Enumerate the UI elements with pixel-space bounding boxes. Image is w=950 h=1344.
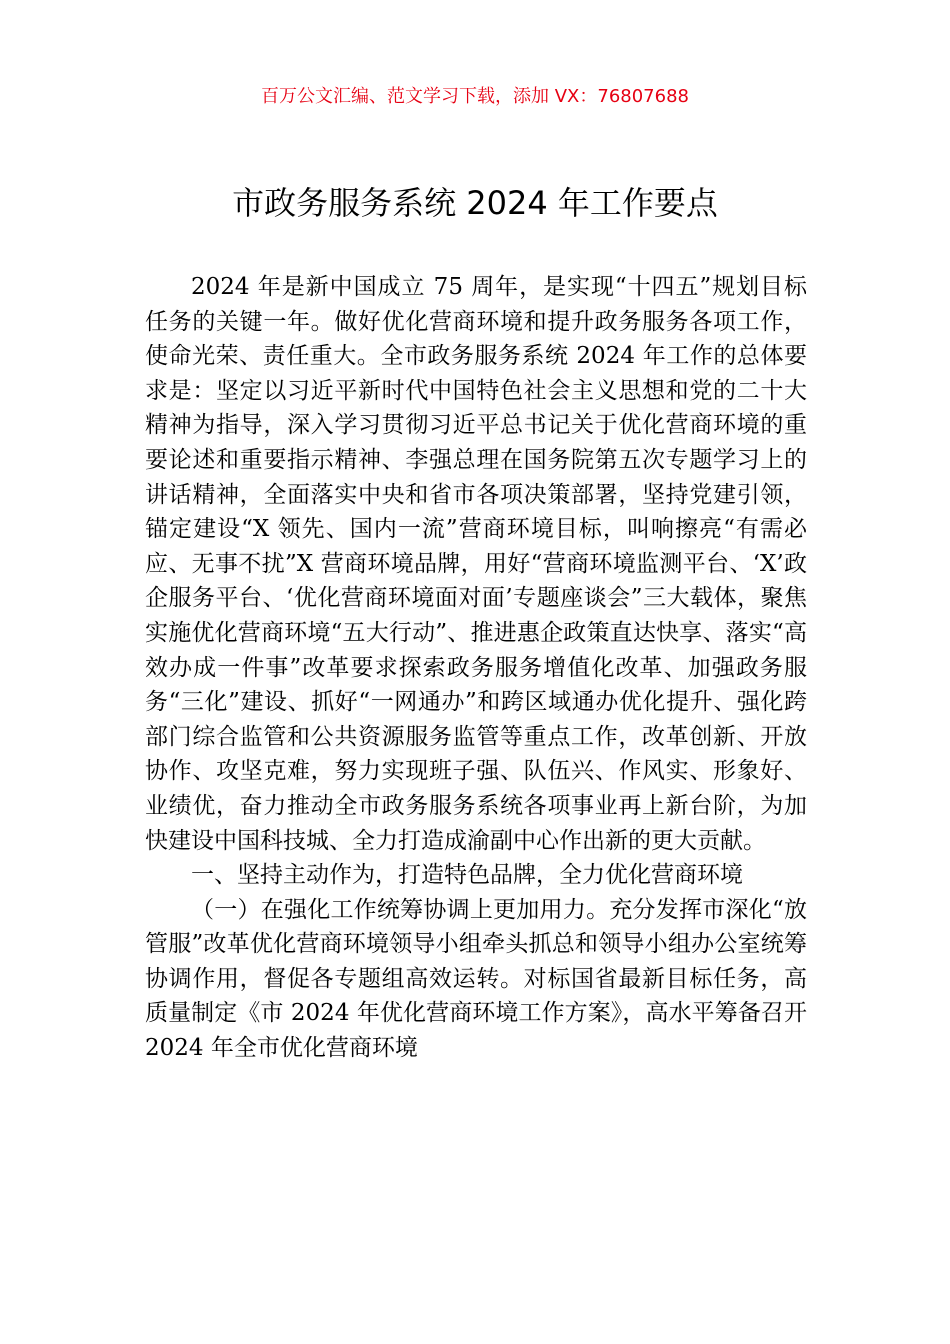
header-promo-note: 百万公文汇编、范文学习下载，添加 VX：76807688 — [261, 86, 689, 107]
section-1-1-paragraph: （一）在强化工作统筹协调上更加用力。充分发挥市深化“放管服”改革优化营商环境领导小组牵头抓总和领导小组办公室统筹协调作用，督促各专题组高效运转。对标国省最新目标任务，高质量制定《市 2024 年优化营商环境工作方案》，高水平筹备召开 2024 年全市优化营商环境 — [145, 896, 807, 1062]
document-body — [145, 270, 807, 1066]
document-title: 市政务服务系统 2024 年工作要点 — [232, 184, 718, 222]
intro-paragraph: 2024 年是新中国成立 75 周年，是实现“十四五”规划目标任务的关键一年。做好优化营商环境和提升政务服务各项工作，使命光荣、责任重大。全市政务服务系统 2024 年工作的总体要求是：坚定以习近平新时代中国特色社会主义思想和党的二十大精神为指导，深入学习贯彻习近平总书记关于优化营商环境的重要论述和重要指示精神、李强总理在国务院第五次专题学习上的讲话精神，全面落实中央和省市各项决策部署，坚持党建引领，锚定建设“X 领先、国内一流”营商环境目标，叫响擦亮“有需必应、无事不扰”X 营商环境品牌，用好“营商环境监测平台、‘X’政企服务平台、‘优化营商环境面对面’专题座谈会”三大载体，聚焦实施优化营商环境“五大行动”、推进惠企政策直达快享、落实“高效办成一件事”改革要求探索政务服务增值化改革、加强政务服务“三化”建设、抓好“一网通办”和跨区域通办优化提升、强化跨部门综合监管和公共资源服务监管等重点工作，改革创新、开放协作、攻坚克难，努力实现班子强、队伍兴、作风实、形象好、业绩优，奋力推动全市政务服务系统各项事业再上新台阶，为加快建设中国科技城、全力打造成渝副中心作出新的更大贡献。 — [145, 274, 807, 854]
section-1-heading: 一、坚持主动作为，打造特色品牌，全力优化营商环境 — [191, 862, 743, 889]
